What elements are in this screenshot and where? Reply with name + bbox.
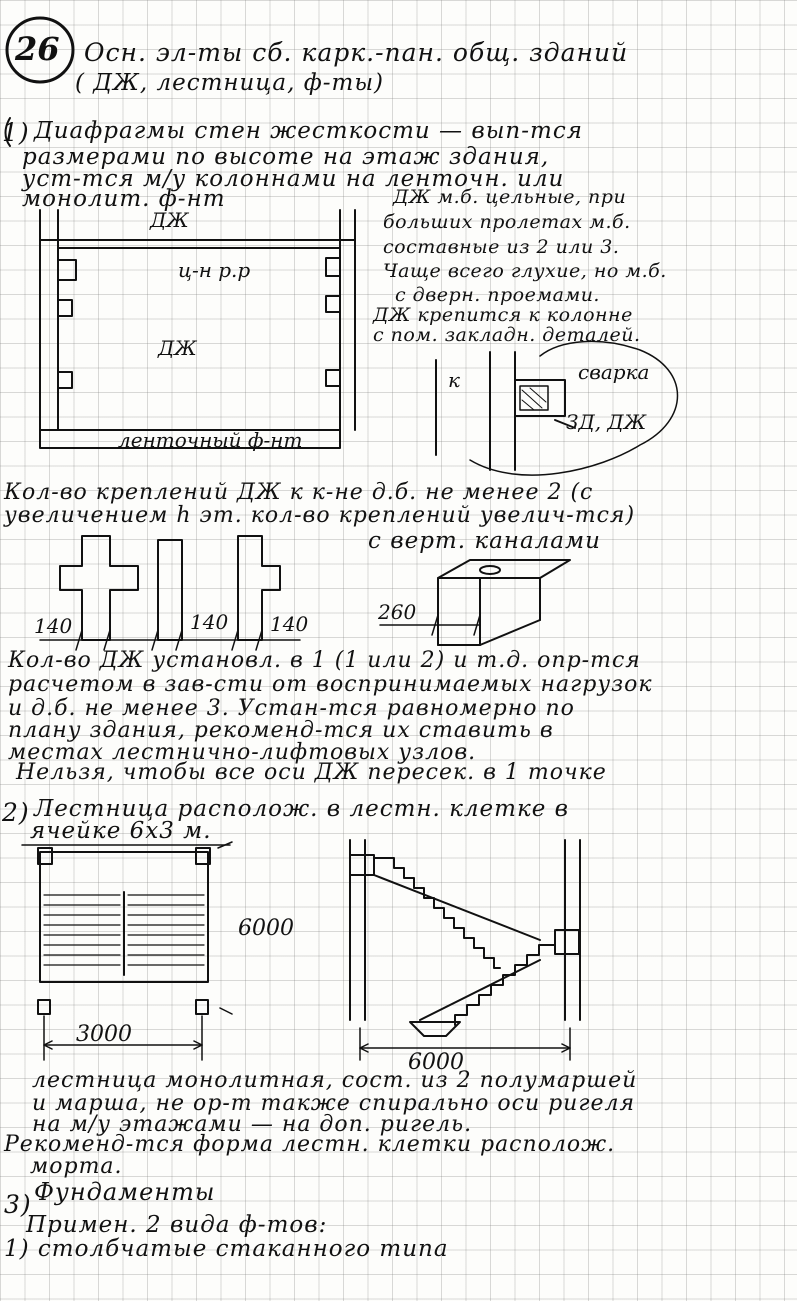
para-line-6: Нельзя, чтобы все оси ДЖ пересек. в 1 точке (16, 760, 607, 785)
para-line-5: местах лестнично-лифтовых узлов. (8, 740, 477, 765)
section2-marker: 2) (2, 798, 30, 827)
side-note-line-4: Чаще всего глухие, но м.б. (383, 260, 667, 282)
section2-para-line-1: лестница монолитная, сост. из 2 полумаршей (32, 1068, 638, 1093)
para-line-2: расчетом в зав-сти от воспринимаемых нагрузок (8, 672, 653, 697)
diagram-label-dzh-center: ДЖ (158, 336, 197, 360)
section1-line-4: монолит. ф-нт (22, 186, 226, 212)
section3-title: Фундаменты (34, 1178, 216, 1206)
section1-line-1: Диафрагмы стен жесткости — вып-тся (34, 118, 583, 144)
dim-label-c: 140 (270, 612, 309, 636)
section2-para-line-5: морта. (30, 1154, 123, 1179)
page-number: 26 (15, 30, 60, 68)
diagram-label-dzh-top: ДЖ (150, 208, 189, 232)
section2-line-1: Лестница располож. в лестн. клетке в (34, 796, 570, 822)
note-line-1: Кол-во креплений ДЖ к к-не д.б. не менее 2 (с (4, 480, 594, 505)
section1-marker: 1) (2, 118, 30, 147)
plan-dim-height: 6000 (238, 916, 294, 941)
section3-line-1: Примен. 2 вида ф-тов: (26, 1212, 328, 1238)
diagram-label-foundation: ленточный ф-нт (118, 428, 303, 452)
section3-line-2: 1) столбчатые стаканного типа (4, 1236, 449, 1262)
section1-line-3: уст-тся м/у колоннами на ленточн. или (22, 166, 565, 192)
detail-label-k: к (448, 368, 460, 392)
section1-line-2: размерами по высоте на этаж здания, (22, 144, 550, 170)
side-note-line-7: с пом. закладн. деталей. (373, 324, 641, 346)
page-title: Осн. эл-ты сб. карк.-пан. общ. зданий (84, 38, 629, 67)
section2-para-line-2: и марша, не ор-т также спирально оси ригеля (32, 1091, 636, 1116)
note-line-2: увеличением h эт. кол-во креплений увелич-тся) (4, 503, 636, 528)
dim-label-b: 140 (190, 610, 229, 634)
section2-line-2: ячейке 6х3 м. (30, 818, 212, 844)
side-note-line-1: ДЖ м.б. цельные, при (393, 186, 627, 208)
para-line-1: Кол-во ДЖ установл. в 1 (1 или 2) и т.д. опр-тся (8, 648, 641, 673)
side-note-line-2: больших пролетах м.б. (383, 211, 631, 233)
diagram-label-ring: ц-н р.р (178, 258, 251, 282)
cross-section-drawings (40, 536, 300, 650)
side-note-line-5: с дверн. проемами. (395, 284, 600, 306)
side-note-line-6: ДЖ крепится к колонне (373, 304, 633, 326)
para-line-4: плану здания, рекоменд-тся их ставить в (8, 718, 554, 743)
channels-label: с верт. каналами (368, 528, 601, 554)
page-subtitle: ( ДЖ, лестница, ф-ты) (75, 70, 385, 96)
section2-para-line-4: Рекоменд-тся форма лестн. клетки располож. (4, 1132, 616, 1157)
stair-section-drawing (350, 840, 580, 1060)
detail-label-weld: сварка (578, 360, 650, 384)
dim-label-d: 260 (378, 600, 417, 624)
dim-label-a: 140 (34, 614, 73, 638)
section2-para-line-3: на м/у этажами — на доп. ригель. (32, 1112, 473, 1137)
para-line-3: и д.б. не менее 3. Устан-тся равномерно по (8, 696, 575, 721)
diaphragm-elevation-drawing (40, 210, 355, 452)
section3-marker: 3) (4, 1190, 32, 1219)
side-note-line-3: составные из 2 или 3. (383, 236, 620, 258)
plan-dim-width: 3000 (76, 1022, 132, 1047)
elevation-dim-width: 6000 (408, 1050, 464, 1075)
detail-label-zd: ЗД, ДЖ (566, 410, 647, 434)
